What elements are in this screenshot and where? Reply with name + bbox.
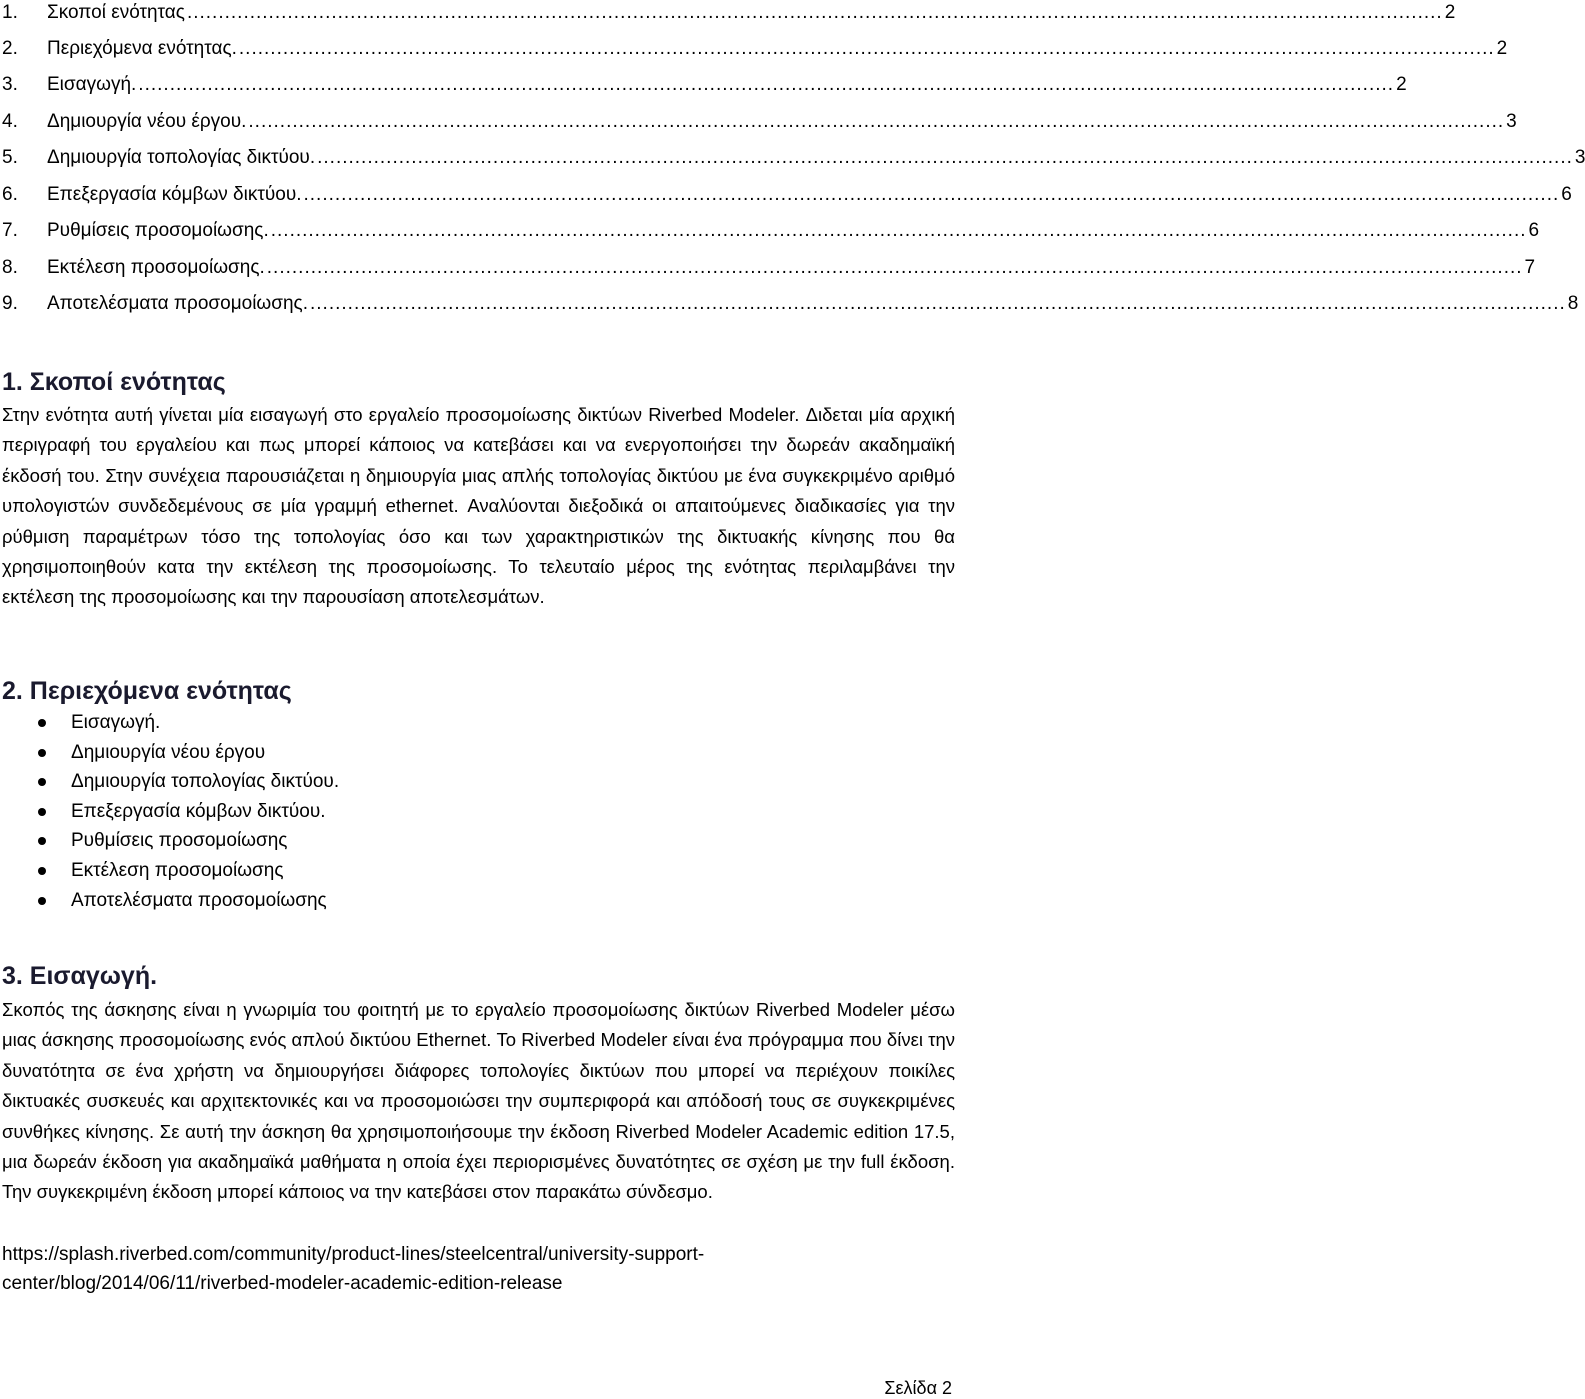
toc-title: Εκτέλεση προσομοίωσης. bbox=[47, 257, 265, 278]
toc-number: 7. bbox=[2, 220, 18, 241]
list-item bbox=[0, 856, 339, 886]
list-item-label: Επεξεργασία κόμβων δικτύου. bbox=[71, 800, 326, 822]
toc-number: 9. bbox=[2, 293, 18, 314]
toc-title: Αποτελέσματα προσομοίωσης. bbox=[47, 293, 308, 314]
toc-leader-dots: ........................................................................................................................................................................................................ bbox=[270, 220, 1527, 241]
toc-number: 8. bbox=[2, 257, 18, 278]
toc-page-number: 2 bbox=[1496, 38, 1508, 59]
list-item-label: Δημιουργία νέου έργου bbox=[71, 741, 266, 763]
toc-page-number: 2 bbox=[1444, 2, 1456, 23]
list-item-label: Ρυθμίσεις προσομοίωσης bbox=[71, 830, 288, 852]
list-item-label: Εκτέλεση προσομοίωσης bbox=[71, 859, 284, 881]
bullet-icon bbox=[38, 778, 46, 786]
toc-page-number: 2 bbox=[1396, 74, 1407, 95]
toc-leader-dots: ........................................................................................................................................................................................................ bbox=[317, 147, 1573, 168]
toc-entry[interactable] bbox=[0, 219, 1540, 253]
toc-entry[interactable] bbox=[0, 146, 1585, 180]
toc-leader-dots: ........................................................................................................................................................................................................ bbox=[266, 257, 1523, 278]
list-item bbox=[0, 826, 339, 856]
toc-number: 5. bbox=[2, 147, 18, 168]
toc-leader-dots: ........................................................................................................................................................................................................ bbox=[303, 184, 1560, 205]
list-item-label: Αποτελέσματα προσομοίωσης bbox=[71, 889, 327, 911]
page-number-footer: Σελίδα 2 bbox=[884, 1378, 952, 1398]
toc-page-number: 6 bbox=[1528, 220, 1540, 241]
toc-leader-dots: ........................................................................................................................................................................................................ bbox=[238, 38, 1495, 59]
toc-leader-dots: ........................................................................................................................................................................................................ bbox=[138, 74, 1395, 95]
list-item bbox=[0, 767, 339, 797]
toc-page-number: 3 bbox=[1506, 111, 1517, 132]
bullet-icon bbox=[38, 749, 46, 757]
toc-title: Σκοποί ενότητας bbox=[47, 2, 185, 23]
toc-title: Δημιουργία τοπολογίας δικτύου. bbox=[47, 147, 316, 168]
section-3-heading: 3. Εισαγωγή. bbox=[2, 962, 158, 990]
contents-bullet-list bbox=[0, 708, 339, 915]
toc-leader-dots: ........................................................................................................................................................................................................ bbox=[310, 293, 1566, 314]
section-2-heading: 2. Περιεχόμενα ενότητας bbox=[2, 677, 292, 705]
list-item bbox=[0, 797, 339, 827]
toc-entry[interactable] bbox=[0, 292, 1579, 326]
toc-page-number: 7 bbox=[1524, 257, 1536, 278]
toc-title: Επεξεργασία κόμβων δικτύου. bbox=[47, 184, 302, 205]
bullet-icon bbox=[38, 867, 46, 875]
toc-entry[interactable] bbox=[0, 183, 1572, 217]
section-3-paragraph: Σκοπός της άσκησης είναι η γνωριμία του φοιτητή με το εργαλείο προσομοίωσης δικτύων Riverbed Modeler μέσω μιας άσκησης προσομοίωσης ενός απλού δικτύου Ethernet. Το Riverbed Modeler είναι ένα πρόγραμμα που δίνει την δυνατότητα σε ένα χρήστη να δημιουργήσει διάφορες τοπολογίες δικτύων που μπορεί να περιέχουν ποικίλες δικτυακές συσκευές και αρχιτεκτονικές και να προσομοιώσει την συμπεριφορά και απόδοσή τους σε συγκεκριμένες συνθήκες κίνησης. Σε αυτή την άσκηση θα χρησιμοποιήσουμε την έκδοση Riverbed Modeler Academic edition 17.5, μια δωρεάν έκδοση για ακαδημαϊκά μαθήματα η οποία έχει περιορισμένες δυνατότητες σε σχέση με την full έκδοση. Την συγκεκριμένη έκδοση μπορεί κάποιος να την κατεβάσει στον παρακάτω σύνδεσμο. bbox=[2, 999, 955, 1203]
bullet-icon bbox=[38, 897, 46, 905]
toc-number: 3. bbox=[2, 74, 18, 95]
toc-entry[interactable] bbox=[0, 110, 1517, 144]
list-item bbox=[0, 708, 339, 738]
toc-leader-dots: ........................................................................................................................................................................................................ bbox=[248, 111, 1505, 132]
toc-title: Εισαγωγή. bbox=[47, 74, 137, 95]
toc-entry[interactable] bbox=[0, 1, 1456, 35]
toc-page-number: 6 bbox=[1561, 184, 1572, 205]
toc-title: Περιεχόμενα ενότητας. bbox=[47, 38, 237, 59]
toc-number: 2. bbox=[2, 38, 18, 59]
bullet-icon bbox=[38, 719, 46, 727]
section-1-heading: 1. Σκοποί ενότητας bbox=[2, 368, 226, 396]
toc-page-number: 3 bbox=[1574, 147, 1585, 168]
toc-number: 1. bbox=[2, 2, 18, 23]
list-item-label: Δημιουργία τοπολογίας δικτύου. bbox=[71, 771, 340, 793]
toc-title: Ρυθμίσεις προσομοίωσης. bbox=[47, 220, 269, 241]
list-item bbox=[0, 738, 339, 768]
toc-title: Δημιουργία νέου έργου. bbox=[47, 111, 247, 132]
toc-entry[interactable] bbox=[0, 37, 1508, 71]
bullet-icon bbox=[38, 837, 46, 845]
section-1-paragraph: Στην ενότητα αυτή γίνεται μία εισαγωγή στο εργαλείο προσομοίωσης δικτύων Riverbed Modeler. Διδεται μία αρχική περιγραφή του εργαλείου και πως μπορεί κάποιος να κατεβάσει και να ενεργοποιήσει την δωρεάν ακαδημαϊκή έκδοσή του. Στην συνέχεια παρουσιάζεται η δημιουργία μιας απλής τοπολογίας δικτύου με ένα συγκεκριμένο αριθμό υπολογιστών συνδεδεμένους σε μία γραμμή ethernet. Αναλύονται διεξοδικά οι απαιτούμενες διαδικασίες για την ρύθμιση παραμέτρων τόσο της τοπολογίας όσο και των χαρακτηριστικών της δικτυακής κίνησης που θα χρησιμοποιηθούν κατα την εκτέλεση της προσομοίωσης. Το τελευταίο μέρος της ενότητας περιλαμβάνει την εκτέλεση της προσομοίωσης και την παρουσίαση αποτελεσμάτων. bbox=[2, 404, 955, 608]
download-link-line-2[interactable]: center/blog/2014/06/11/riverbed-modeler-academic-edition-release bbox=[2, 1273, 563, 1294]
list-item-label: Εισαγωγή. bbox=[71, 712, 161, 733]
toc-number: 4. bbox=[2, 111, 18, 132]
toc-page-number: 8 bbox=[1567, 293, 1579, 314]
toc-entry[interactable] bbox=[0, 256, 1536, 290]
toc-leader-dots: ........................................................................................................................................................................................................ bbox=[186, 2, 1443, 23]
bullet-icon bbox=[38, 808, 46, 816]
toc-number: 6. bbox=[2, 184, 18, 205]
toc-entry[interactable] bbox=[0, 73, 1407, 107]
list-item bbox=[0, 886, 339, 916]
download-link-line-1[interactable]: https://splash.riverbed.com/community/product-lines/steelcentral/university-support- bbox=[2, 1244, 705, 1265]
